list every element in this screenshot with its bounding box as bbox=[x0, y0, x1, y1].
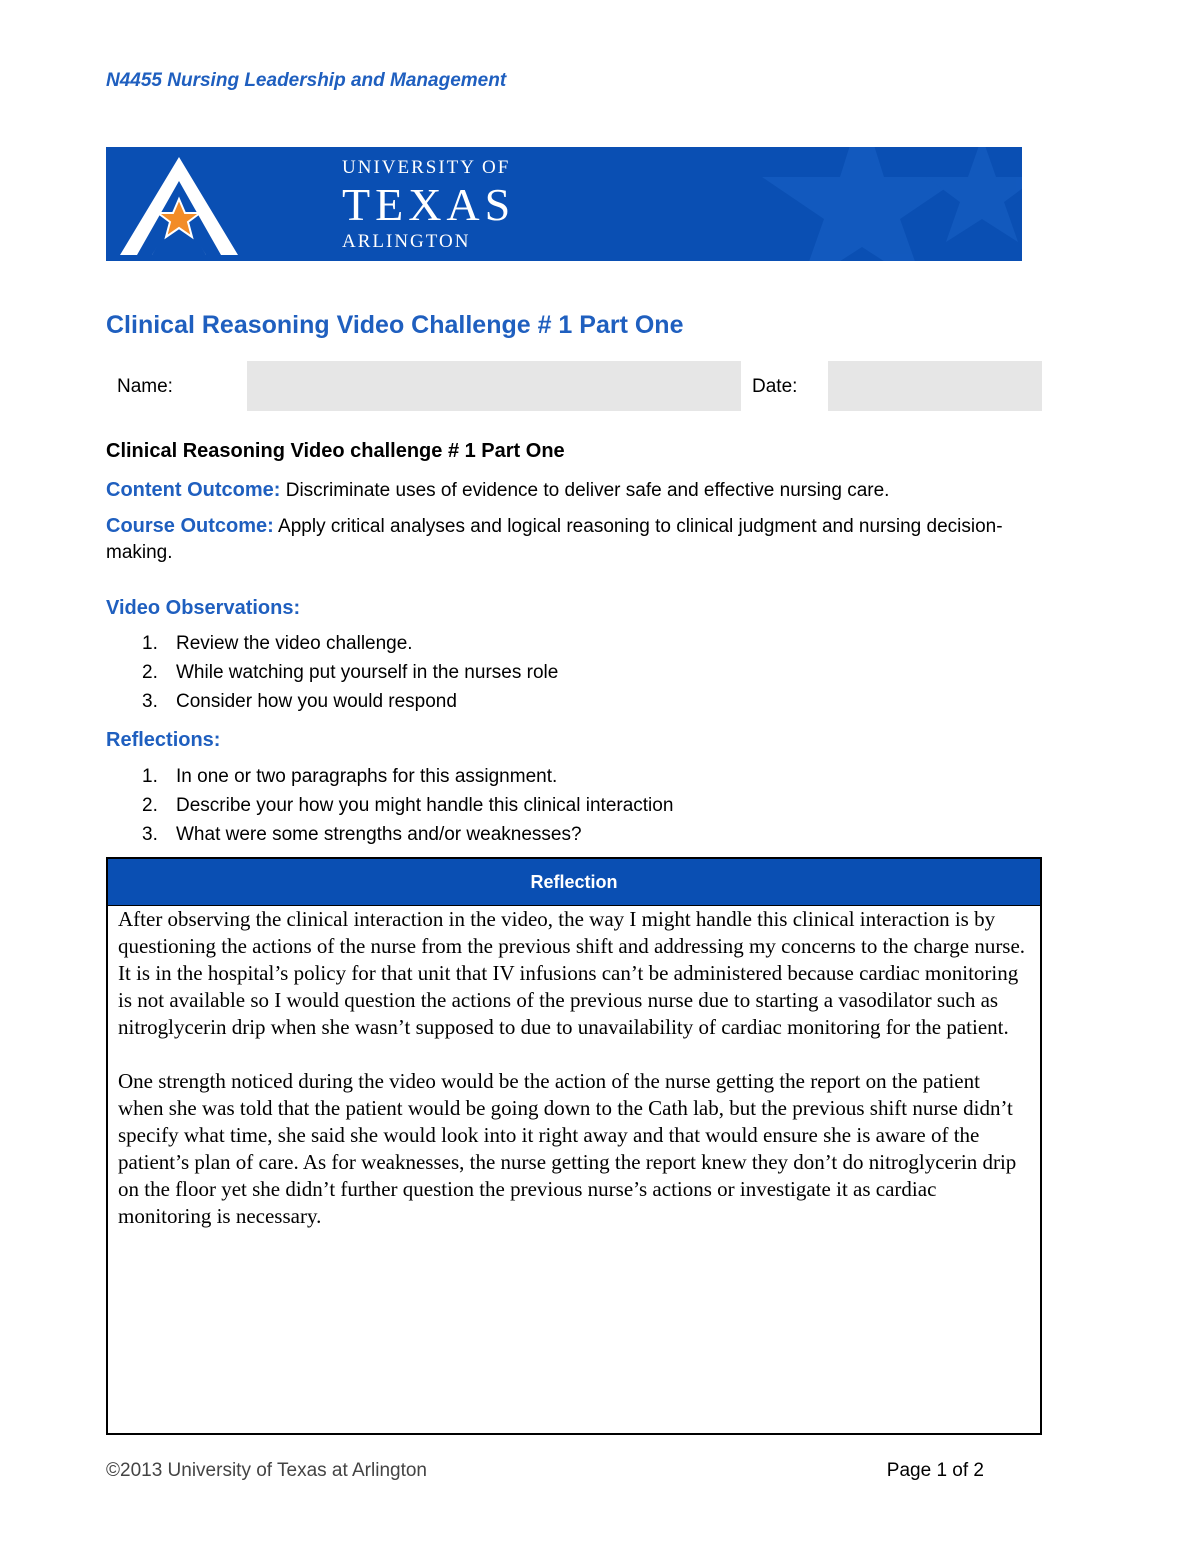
list-item: 2. Describe your how you might handle this clinical interaction bbox=[142, 795, 674, 816]
list-item: 1. Review the video challenge. bbox=[142, 633, 413, 654]
reflection-table bbox=[106, 857, 1042, 1435]
reflection-paragraph: After observing the clinical interaction in the video, the way I might handle this clinical interaction is by questioning the actions of the nurse from the previous shift and addressing my concerns to the charge nurse. It is in the hospital’s policy for that unit that IV infusions can’t be administered because cardiac monitoring is not available so I would question the actions of the previous nurse due to starting a vasodilator such as nitroglycerin drip when she wasn’t supposed to due to unavailability of cardiac monitoring for the patient. bbox=[118, 907, 1026, 1039]
footer-page-number: Page 1 of 2 bbox=[886, 1460, 984, 1481]
name-label: Name: bbox=[117, 376, 173, 397]
course-outcome bbox=[106, 513, 1046, 566]
banner-line-university-of: UNIVERSITY OF bbox=[342, 157, 511, 178]
course-outcome-text: Apply critical analyses and logical reasoning to clinical judgment and nursing decision-making. bbox=[106, 516, 1003, 563]
course-outcome-label: Course Outcome: bbox=[106, 515, 274, 537]
reflection-table-header: Reflection bbox=[108, 859, 1040, 906]
list-item: 3. Consider how you would respond bbox=[142, 691, 457, 712]
uta-a-star-icon bbox=[120, 155, 238, 255]
video-observations-heading: Video Observations: bbox=[106, 597, 301, 619]
reflections-heading: Reflections: bbox=[106, 729, 221, 751]
banner-line-texas: TEXAS bbox=[342, 179, 516, 230]
reflections-list bbox=[106, 762, 673, 849]
list-item: 1. In one or two paragraphs for this assignment. bbox=[142, 766, 558, 787]
reflection-paragraph: One strength noticed during the video would be the action of the nurse getting the report on the patient when she was told that the patient would be going down to the Cath lab, but the previous shift nurse didn’t specify what time, she said she would look into it right away and that would ensure she is aware of the patient’s plan of care. As for weaknesses, the nurse getting the report knew they don’t do nitroglycerin drip on the floor yet she didn’t further question the previous nurse’s actions or investigate it as cardiac monitoring is necessary. bbox=[118, 1069, 1017, 1228]
content-outcome-text: Discriminate uses of evidence to deliver safe and effective nursing care. bbox=[280, 480, 890, 501]
star-watermark-icon bbox=[662, 147, 1022, 261]
content-outcome-label: Content Outcome: bbox=[106, 479, 281, 501]
date-label: Date: bbox=[752, 376, 798, 397]
document-title: Clinical Reasoning Video Challenge # 1 Part One bbox=[106, 311, 684, 339]
reflection-text-area[interactable] bbox=[108, 906, 1040, 1230]
university-banner bbox=[106, 147, 1022, 261]
list-item: 3. What were some strengths and/or weaknesses? bbox=[142, 824, 582, 845]
section-subtitle: Clinical Reasoning Video challenge # 1 Part One bbox=[106, 440, 565, 462]
video-observations-list bbox=[106, 629, 558, 716]
content-outcome bbox=[106, 477, 1056, 504]
name-field[interactable] bbox=[247, 361, 741, 411]
banner-line-arlington: ARLINGTON bbox=[342, 231, 471, 252]
list-item: 2. While watching put yourself in the nurses role bbox=[142, 662, 559, 683]
course-header: N4455 Nursing Leadership and Management bbox=[106, 70, 507, 91]
footer-copyright: ©2013 University of Texas at Arlington bbox=[106, 1460, 427, 1481]
date-field[interactable] bbox=[828, 361, 1042, 411]
